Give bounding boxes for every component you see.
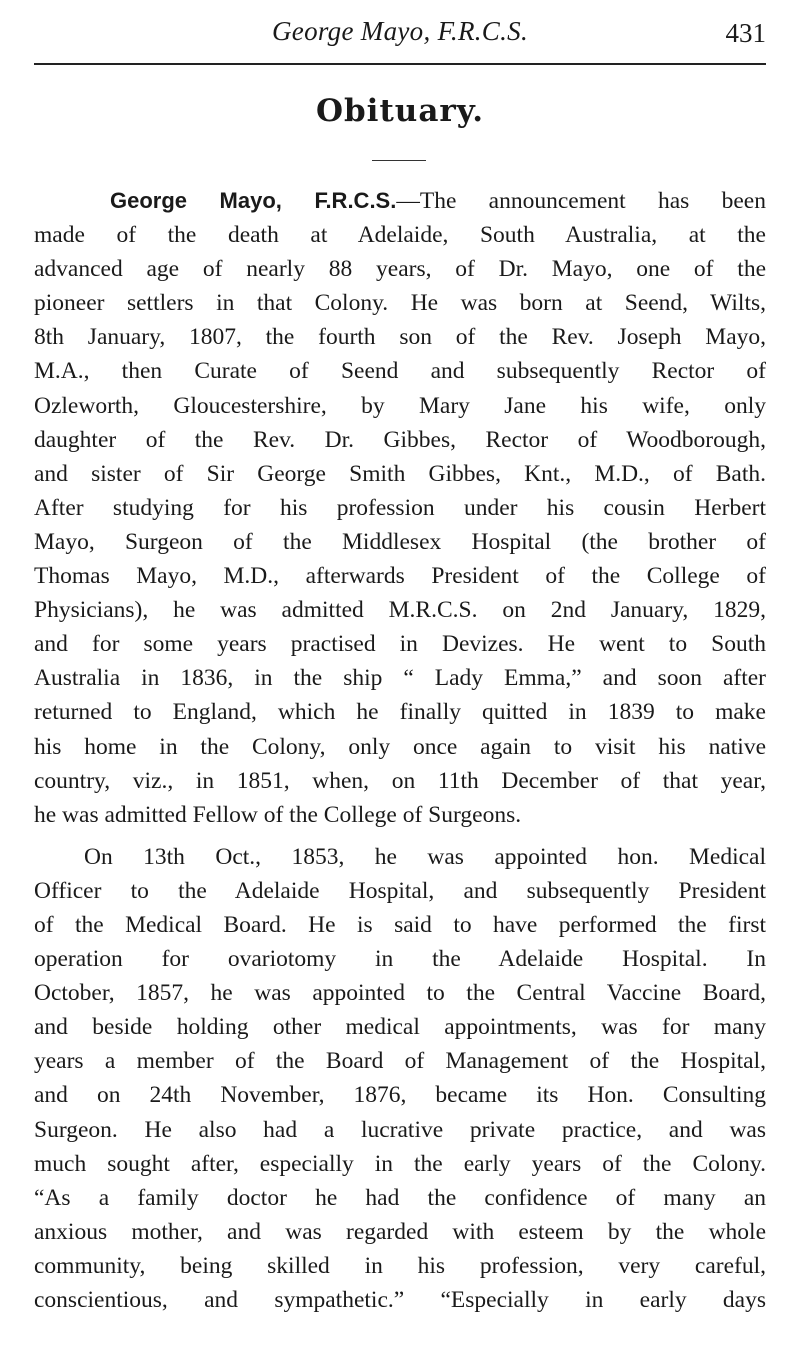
- paragraph-line: advanced age of nearly 88 years, of Dr. Mayo, one of the: [34, 256, 766, 283]
- paragraph-line: daughter of the Rev. Dr. Gibbes, Rector of Woodborough,: [34, 426, 766, 453]
- paragraph-1-line-1: [34, 184, 766, 218]
- paragraph-line: Physicians), he was admitted M.R.C.S. on 2nd January, 1829,: [34, 597, 766, 624]
- paragraph-line: Surgeon. He also had a lucrative private practice, and was: [34, 1116, 766, 1143]
- paragraph-line: operation for ovariotomy in the Adelaide Hospital. In: [34, 946, 766, 973]
- paragraph-line: his home in the Colony, only once again to visit his native: [34, 733, 766, 760]
- paragraph-line: he was admitted Fellow of the College of Surgeons.: [34, 801, 522, 828]
- paragraph-line: of the Medical Board. He is said to have performed the first: [34, 911, 766, 938]
- paragraph-line: Thomas Mayo, M.D., afterwards President of the College of: [34, 563, 766, 590]
- running-title: George Mayo, F.R.C.S.: [271, 16, 528, 46]
- obituary-body: [34, 184, 766, 1317]
- paragraph-line: Ozleworth, Gloucestershire, by Mary Jane his wife, only: [34, 392, 766, 419]
- paragraph-line: and sister of Sir George Smith Gibbes, Knt., M.D., of Bath.: [34, 460, 766, 487]
- paragraph-gap: [34, 832, 766, 840]
- paragraph-line: 8th January, 1807, the fourth son of the Rev. Joseph Mayo,: [34, 324, 766, 351]
- paragraph-line: and on 24th November, 1876, became its Hon. Consulting: [34, 1082, 766, 1109]
- header-rule: [34, 63, 766, 65]
- paragraph-line: community, being skilled in his profession, very careful,: [34, 1252, 766, 1279]
- paragraph-line: Mayo, Surgeon of the Middlesex Hospital (the brother of: [34, 528, 766, 555]
- paragraph-line: and for some years practised in Devizes. He went to South: [34, 631, 766, 658]
- section-title: Obituary.: [316, 93, 484, 129]
- paragraph-line: years a member of the Board of Management of the Hospital,: [34, 1048, 766, 1075]
- paragraph-line: pioneer settlers in that Colony. He was born at Seend, Wilts,: [34, 290, 766, 317]
- paragraph-1-line-1-text: —The announcement has been: [396, 188, 766, 214]
- paragraph-line: much sought after, especially in the early years of the Colony.: [34, 1150, 766, 1177]
- page-number: 431: [725, 18, 766, 48]
- lead-heading: George Mayo, F.R.C.S.: [110, 188, 397, 213]
- paragraph-line: made of the death at Adelaide, South Australia, at the: [34, 222, 766, 249]
- title-rule: [372, 160, 426, 161]
- paragraph-line: Officer to the Adelaide Hospital, and subsequently President: [34, 877, 766, 904]
- paragraph-line: and beside holding other medical appointments, was for many: [34, 1014, 766, 1041]
- paragraph-line: Australia in 1836, in the ship “ Lady Emma,” and soon after: [34, 665, 766, 692]
- paragraph-line: returned to England, which he finally quitted in 1839 to make: [34, 699, 766, 726]
- paragraph-line: “As a family doctor he had the confidence of many an: [34, 1184, 766, 1211]
- paragraph-line: M.A., then Curate of Seend and subsequently Rector of: [34, 358, 766, 385]
- paragraph-line: October, 1857, he was appointed to the Central Vaccine Board,: [34, 980, 766, 1007]
- running-header: [34, 14, 766, 54]
- paragraph-line: country, viz., in 1851, when, on 11th December of that year,: [34, 767, 766, 794]
- paragraph-line: After studying for his profession under his cousin Herbert: [34, 494, 766, 521]
- paragraph-line: anxious mother, and was regarded with esteem by the whole: [34, 1218, 766, 1245]
- paragraph-2-line-1: On 13th Oct., 1853, he was appointed hon. Medical: [84, 843, 766, 870]
- paragraph-line: conscientious, and sympathetic.” “Especially in early days: [34, 1287, 766, 1313]
